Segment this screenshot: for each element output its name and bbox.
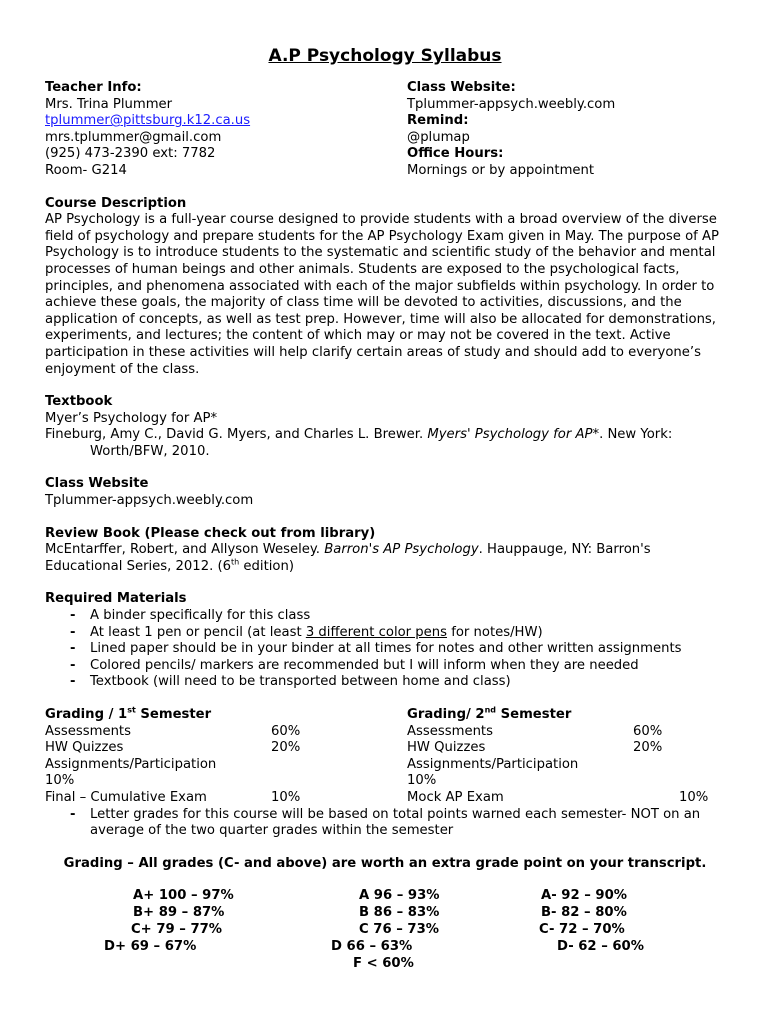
item-text: At least 1 pen or pencil (at least bbox=[90, 624, 306, 640]
grade-label: Assessments bbox=[45, 723, 131, 739]
review-book-citation bbox=[45, 542, 725, 559]
office-hours-heading: Office Hours: bbox=[407, 146, 504, 162]
grade-row bbox=[407, 740, 725, 757]
review-title: Barron's AP Psychology bbox=[324, 542, 479, 558]
grade-note-list bbox=[45, 807, 725, 840]
grade-label: HW Quizzes bbox=[45, 740, 124, 756]
grade-row bbox=[45, 724, 407, 741]
teacher-email-link[interactable]: tplummer@pittsburg.k12.ca.us bbox=[45, 113, 251, 129]
grade-value: 60% bbox=[633, 723, 663, 739]
scale-c-minus: C- 72 – 70% bbox=[539, 922, 625, 938]
citation-publisher: Worth/BFW, 2010. bbox=[90, 443, 210, 459]
class-website-section bbox=[45, 476, 725, 509]
class-website-section-heading: Class Website bbox=[45, 476, 149, 492]
header-info bbox=[45, 80, 725, 180]
review-book-heading: Review Book (Please check out from library) bbox=[45, 525, 376, 541]
textbook-title: Myer’s Psychology for AP* bbox=[45, 410, 218, 426]
textbook-heading: Textbook bbox=[45, 394, 113, 410]
citation-authors: Fineburg, Amy C., David G. Myers, and Charles L. Brewer. bbox=[45, 427, 428, 443]
grade-value: 20% bbox=[271, 740, 301, 756]
course-description-section bbox=[45, 196, 725, 379]
list-item: - Letter grades for this course will be based on total points warned each semester- NOT on an average of the two quarter grades within the semester bbox=[70, 807, 725, 840]
grading-2-heading bbox=[407, 707, 725, 724]
scale-c-plus: C+ 79 – 77% bbox=[131, 922, 223, 938]
grading-section bbox=[45, 707, 725, 807]
list-item: - Colored pencils/ markers are recommended but I will inform when they are needed bbox=[70, 658, 725, 675]
scale-c: C 76 – 73% bbox=[359, 922, 439, 938]
scale-a: A 96 – 93% bbox=[359, 888, 440, 904]
list-item: - Textbook (will need to be transported between home and class) bbox=[70, 674, 725, 691]
heading-text: Grading / 1 bbox=[45, 707, 128, 722]
review-book-section bbox=[45, 526, 725, 576]
review-edition-sup: th bbox=[231, 557, 240, 567]
grade-value: 10% bbox=[407, 773, 437, 789]
scale-a-minus: A- 92 – 90% bbox=[541, 888, 627, 904]
scale-d-minus: D- 62 – 60% bbox=[557, 939, 644, 955]
heading-sup: st bbox=[127, 705, 136, 715]
grade-label: HW Quizzes bbox=[407, 740, 486, 756]
review-book-publisher bbox=[45, 559, 725, 576]
syllabus-page bbox=[45, 44, 725, 974]
heading-sup: nd bbox=[484, 705, 497, 715]
scale-d-plus: D+ 69 – 67% bbox=[104, 939, 197, 955]
grade-label: Assignments/Participation bbox=[407, 756, 579, 772]
grading-semester-1 bbox=[45, 707, 407, 807]
item-underlined-text: 3 different color pens bbox=[305, 624, 448, 640]
grade-scale bbox=[45, 888, 725, 974]
textbook-section bbox=[45, 394, 725, 460]
materials-section bbox=[45, 591, 725, 691]
list-item bbox=[70, 625, 725, 642]
citation-title: Myers' Psychology for AP* bbox=[427, 427, 600, 443]
heading-text: Grading/ 2 bbox=[407, 707, 485, 722]
grade-value: 10% bbox=[45, 773, 75, 789]
teacher-phone: (925) 473-2390 ext: 7782 bbox=[45, 146, 216, 162]
teacher-email-alt: mrs.tplummer@gmail.com bbox=[45, 129, 222, 145]
page-title: A.P Psychology Syllabus bbox=[268, 46, 502, 66]
class-website-heading: Class Website: bbox=[407, 80, 516, 95]
class-website-url: Tplummer-appsych.weebly.com bbox=[407, 96, 616, 112]
remind-heading: Remind: bbox=[407, 113, 469, 129]
teacher-heading: Teacher Info: bbox=[45, 80, 142, 95]
grade-value: 60% bbox=[271, 723, 301, 739]
materials-list bbox=[45, 608, 725, 691]
materials-heading: Required Materials bbox=[45, 591, 187, 607]
grade-label: Mock AP Exam bbox=[407, 789, 504, 805]
class-website-section-url: Tplummer-appsych.weebly.com bbox=[45, 493, 254, 509]
teacher-info bbox=[45, 80, 407, 180]
scale-a-plus: A+ 100 – 97% bbox=[133, 888, 234, 904]
review-publisher-a: Educational Series, 2012. (6 bbox=[45, 558, 232, 574]
grading-semester-2 bbox=[407, 707, 725, 807]
scale-d: D 66 – 63% bbox=[331, 939, 413, 955]
grade-row bbox=[45, 790, 407, 807]
review-place: . Hauppauge, NY: Barron's bbox=[478, 542, 651, 558]
grade-row bbox=[407, 724, 725, 741]
list-item: - Lined paper should be in your binder at all times for notes and other written assignments bbox=[70, 641, 725, 658]
remind-code: @plumap bbox=[407, 129, 470, 145]
grade-row bbox=[45, 740, 407, 757]
office-hours-text: Mornings or by appointment bbox=[407, 162, 595, 178]
class-info bbox=[407, 80, 725, 180]
review-authors: McEntarffer, Robert, and Allyson Weseley. bbox=[45, 542, 325, 558]
citation-place: . New York: bbox=[599, 427, 673, 443]
grading-1-heading bbox=[45, 707, 407, 724]
scale-f: F < 60% bbox=[353, 956, 414, 972]
grade-value: 20% bbox=[633, 740, 663, 756]
grade-label: Assignments/Participation bbox=[45, 756, 217, 772]
grade-point-note: Grading – All grades (C- and above) are worth an extra grade point on your transcript. bbox=[63, 855, 707, 871]
textbook-citation bbox=[45, 427, 725, 444]
scale-b-minus: B- 82 – 80% bbox=[541, 905, 627, 921]
grade-value: 10% bbox=[679, 789, 709, 805]
heading-text: Semester bbox=[496, 707, 572, 722]
heading-text: Semester bbox=[135, 707, 212, 722]
grade-label: Assessments bbox=[407, 723, 493, 739]
item-text: for notes/HW) bbox=[447, 624, 543, 640]
review-publisher-b: edition) bbox=[239, 558, 294, 574]
scale-b: B 86 – 83% bbox=[359, 905, 440, 921]
scale-b-plus: B+ 89 – 87% bbox=[133, 905, 225, 921]
grade-value: 10% bbox=[271, 789, 301, 805]
course-description-heading: Course Description bbox=[45, 195, 187, 211]
teacher-room: Room- G214 bbox=[45, 162, 127, 178]
grade-label: Final – Cumulative Exam bbox=[45, 789, 207, 805]
list-item: - A binder specifically for this class bbox=[70, 608, 725, 625]
grade-row bbox=[407, 790, 725, 807]
teacher-name: Mrs. Trina Plummer bbox=[45, 96, 173, 112]
course-description-text: AP Psychology is a full-year course designed to provide students with a broad overview of the diverse field of psychology and prepare students for the AP Psychology Exam given in May. The purpose of AP Psychology is to introduce students to the systematic and scientific study of the behavior and mental processes of human beings and other animals. Students are exposed to the psychological facts, principles, and phenomena associated with each of the major subfields within psychology. In order to achieve these goals, the majority of class time will be devoted to activities, discussions, and the application of concepts, as well as test prep. However, time will also be allocated for demonstrations, experiments, and lectures; the content of which may or may not be covered in the text. Active participation in these activities will help clarify certain areas of study and should add to everyone’s enjoyment of the class. bbox=[45, 212, 719, 377]
